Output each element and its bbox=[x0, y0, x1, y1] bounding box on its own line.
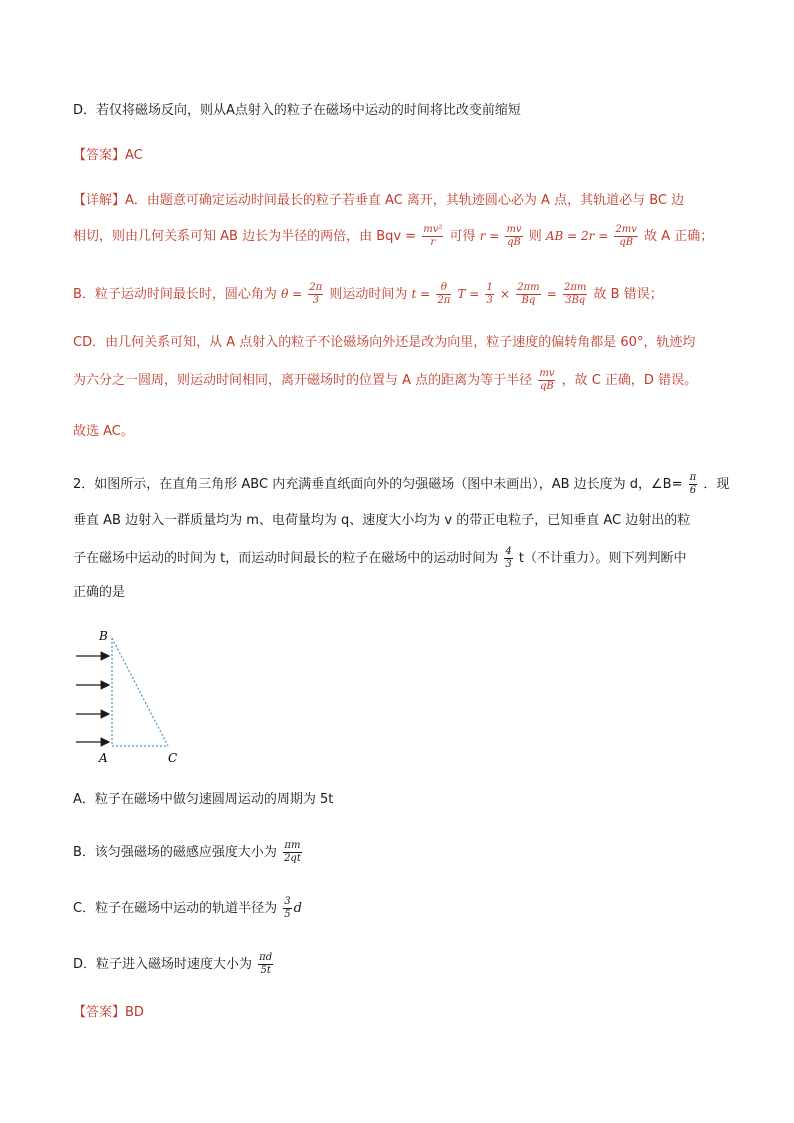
q1-detail-b: B．粒子运动时间最长时，圆心角为 θ = $\frac{2\pi}{3}$ 则运动时间为 t = $\frac{\theta}{2\pi}$ T = $\frac{1}{3}$ × $\frac{2\pi m}{Bq}$ = $\frac{2\pi m}{3Bq}$ 故 B 错误； bbox=[73, 282, 663, 306]
frac-pi-6: $\frac{\pi}{6}$ bbox=[689, 472, 697, 496]
q2-option-c: C．粒子在磁场中运动的轨道半径为 $\frac{3}{5}$ d bbox=[73, 896, 302, 920]
q1-answer bbox=[73, 146, 143, 166]
answer-value: AC bbox=[125, 148, 143, 163]
q2-option-d: D．粒子进入磁场时速度大小为 $\frac{\pi d}{5t}$ bbox=[73, 952, 273, 976]
q2-stem-line4: 正确的是 bbox=[73, 585, 126, 600]
answer-label: 【答案】 bbox=[73, 148, 126, 163]
frac-1-3: $\frac{1}{3}$ bbox=[486, 282, 493, 306]
answer-value-2: BD bbox=[125, 1005, 144, 1020]
q1-detail-a-line2: 相切，则由几何关系可知 AB 边长为半径的两倍，由 Bqv = $\frac{\text{mv²}}{r}$ 可得 r = $\frac{mv}{qB}$ 则 AB = 2r = $\frac{2mv}{qB}$ 故 A 正确； bbox=[73, 224, 714, 248]
detail-a-text2: 相切，则由几何关系可知 AB 边长为半径的两倍，由 Bqv = bbox=[73, 229, 417, 244]
answer-label-2: 【答案】 bbox=[73, 1005, 126, 1020]
q1-detail-a-line1 bbox=[73, 191, 684, 211]
frac-2pi-3: $\frac{2\pi}{3}$ bbox=[309, 282, 323, 306]
frac-pim-2qt: $\frac{\pi m}{2qt}$ bbox=[284, 840, 301, 864]
frac-mv2-r: $\frac{\text{mv²}}{r}$ bbox=[423, 224, 443, 248]
detail-label: 【详解】 bbox=[73, 193, 126, 208]
q2-option-b: B．该匀强磁场的磁感应强度大小为 $\frac{\pi m}{2qt}$ bbox=[73, 840, 301, 864]
frac-2mv-qb: $\frac{2mv}{qB}$ bbox=[615, 224, 637, 248]
q2-stem-line1: 2．如图所示，在直角三角形 ABC 内充满垂直纸面向外的匀强磁场（图中未画出），AB 边长度为 d，∠B= $\frac{\pi}{6}$ ．现 bbox=[73, 472, 730, 496]
q2-stem-line2: 垂直 AB 边射入一群质量均为 m、电荷量均为 q、速度大小均为 v 的带正电粒子，已知垂直 AC 边射出的粒 bbox=[73, 513, 691, 528]
q1-option-d: D．若仅将磁场反向，则从A点射入的粒子在磁场中运动的时间将比改变前缩短 bbox=[73, 103, 521, 118]
q2-stem-line3: 子在磁场中运动的时间为 t，而运动时间最长的粒子在磁场中的运动时间为 $\frac{4}{3}$ t（不计重力）。则下列判断中 bbox=[73, 546, 687, 570]
frac-2pim-bq: $\frac{2\pi m}{Bq}$ bbox=[517, 282, 540, 306]
q2-answer bbox=[73, 1003, 144, 1023]
frac-2pim-3bq: $\frac{2\pi m}{3Bq}$ bbox=[563, 282, 587, 306]
frac-4-3: $\frac{4}{3}$ bbox=[505, 546, 512, 570]
detail-a-text: A．由题意可确定运动时间最长的粒子若垂直 AC 离开，其轨迹圆心必为 A 点，其轨道必与 BC 边 bbox=[125, 193, 685, 208]
q1-detail-cd-line2: 为六分之一圆周，则运动时间相同，离开磁场时的位置与 A 点的距离为等于半径 $\frac{mv}{qB}$ ，故 C 正确，D 错误。 bbox=[73, 368, 698, 392]
label-a: A bbox=[99, 751, 108, 765]
frac-theta-2pi: $\frac{\theta}{2\pi}$ bbox=[437, 282, 451, 306]
frac-mv-qb: $\frac{mv}{qB}$ bbox=[506, 224, 522, 248]
label-b: B bbox=[99, 629, 108, 643]
q2-option-a: A．粒子在磁场中做匀速圆周运动的周期为 5t bbox=[73, 792, 334, 807]
frac-pid-5t: $\frac{\pi d}{5t}$ bbox=[259, 952, 273, 976]
side-bc bbox=[112, 638, 168, 746]
triangle-diagram bbox=[73, 628, 193, 768]
label-c: C bbox=[168, 751, 178, 765]
q1-conclusion: 故选 AC。 bbox=[73, 424, 134, 439]
frac-mv-qb-2: $\frac{mv}{qB}$ bbox=[539, 368, 555, 392]
frac-3-5: $\frac{3}{5}$ bbox=[284, 896, 291, 920]
q1-detail-cd-line1: CD．由几何关系可知，从 A 点射入的粒子不论磁场向外还是改为向里，粒子速度的偏转角都是 60°，轨迹均 bbox=[73, 335, 696, 350]
